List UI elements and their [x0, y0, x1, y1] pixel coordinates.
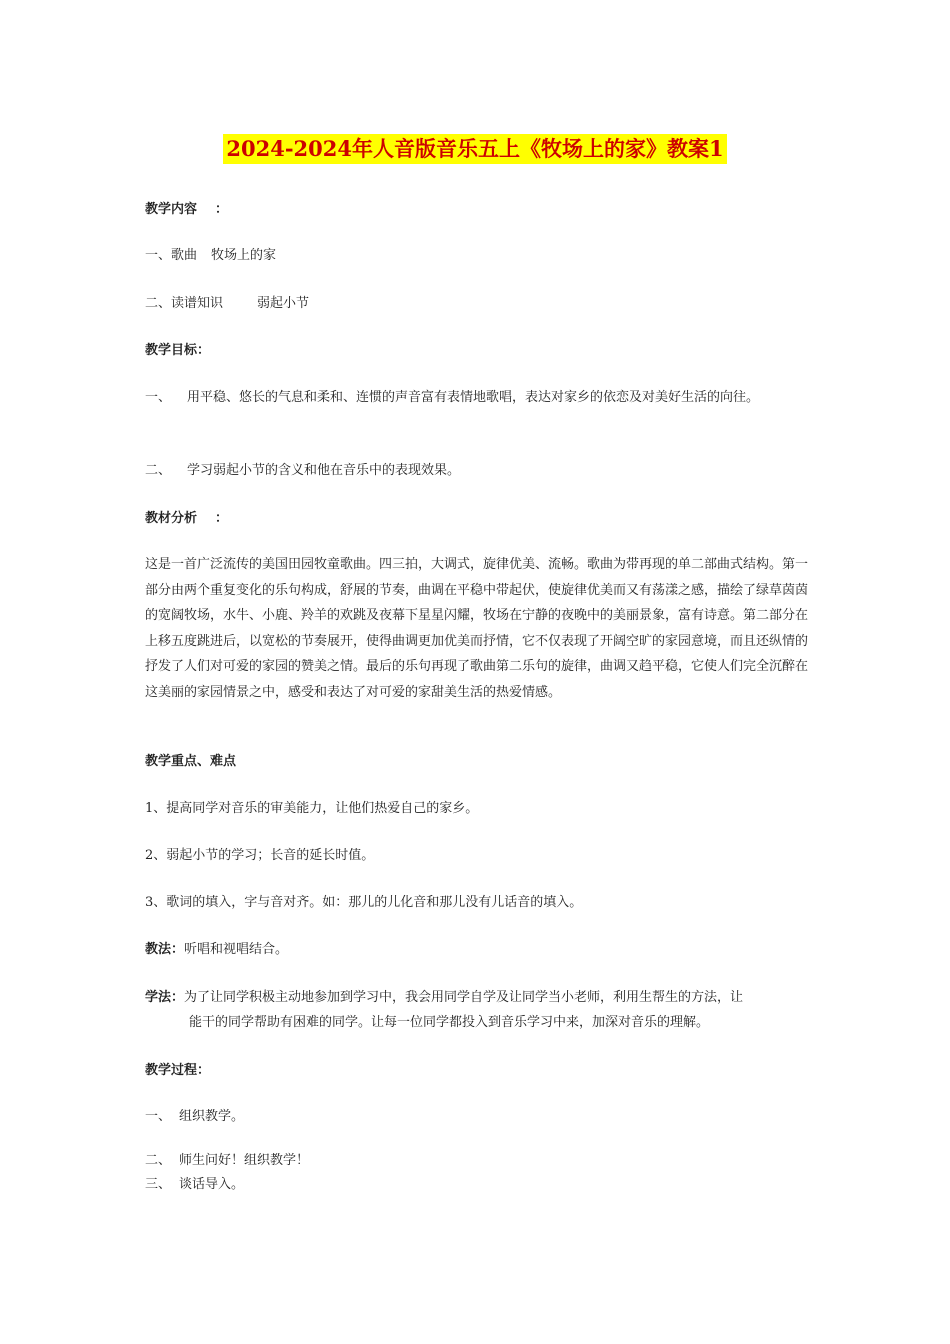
- study-line-1: 为了让同学积极主动地参加到学习中，我会用同学自学及让同学当小老师，利用生帮生的方法，让: [184, 990, 744, 1005]
- item-number: 二、: [145, 463, 172, 478]
- process-item-2: [145, 1151, 309, 1171]
- heading-colon: ：: [215, 511, 229, 526]
- teaching-method: [145, 940, 288, 960]
- section-heading-analysis: [145, 509, 228, 529]
- study-label: 学法：: [145, 990, 185, 1005]
- title-wrapper: [0, 134, 950, 164]
- section-heading-process: 教学过程：: [145, 1063, 211, 1078]
- document-title: 2024-2024年人音版音乐五上《牧场上的家》教案1: [223, 134, 726, 164]
- item-text: 师生问好！组织教学！: [179, 1153, 310, 1168]
- keypoint-item-1: 1、提高同学对音乐的审美能力，让他们热爱自己的家乡。: [145, 801, 479, 816]
- section-heading-goals: 教学目标：: [145, 343, 211, 358]
- process-item-1: [145, 1107, 244, 1127]
- item-number: 一、: [145, 390, 172, 405]
- keypoint-item-3: 3、歌词的填入，字与音对齐。如：那儿的儿化音和那儿没有儿话音的填入。: [145, 895, 583, 910]
- item-number: 二、读谱知识: [145, 296, 224, 311]
- goal-item-1: [145, 388, 759, 408]
- heading-text: 教学内容: [145, 202, 198, 217]
- item-number: 三、: [145, 1177, 172, 1192]
- heading-colon: ：: [215, 202, 229, 217]
- item-text: 用平稳、悠长的气息和柔和、连惯的声音富有表情地歌唱，表达对家乡的依恋及对美好生活的向往。: [187, 390, 760, 405]
- content-item-1: [145, 246, 276, 266]
- keypoint-item-2: 2、弱起小节的学习；长音的延长时值。: [145, 848, 375, 863]
- study-line-2: 能干的同学帮助有困难的同学。让每一位同学都投入到音乐学习中来，加深对音乐的理解。: [189, 1015, 710, 1030]
- study-method: [145, 985, 810, 1035]
- section-heading-keypoints: 教学重点、难点: [145, 754, 237, 769]
- goal-item-2: [145, 461, 460, 481]
- item-text: 组织教学。: [179, 1109, 245, 1124]
- method-label: 教法：: [145, 942, 185, 957]
- section-heading-content: [145, 200, 228, 220]
- item-text: 谈话导入。: [179, 1177, 245, 1192]
- item-text: 弱起小节: [257, 296, 310, 311]
- heading-text: 教材分析: [145, 511, 198, 526]
- method-text: 听唱和视唱结合。: [184, 942, 289, 957]
- item-text: 学习弱起小节的含义和他在音乐中的表现效果。: [187, 463, 461, 478]
- analysis-paragraph: 这是一首广泛流传的美国田园牧童歌曲。四三拍，大调式，旋律优美、流畅。歌曲为带再现的单二部曲式结构。第一部分由两个重复变化的乐句构成，舒展的节奏，曲调在平稳中带起伏，使旋律优美而又有荡漾之感，描绘了绿草茵茵的宽阔牧场，水牛、小鹿、羚羊的欢跳及夜幕下星星闪耀，牧场在宁静的夜晚中的美丽景象，富有诗意。第二部分在上移五度跳进后，以宽松的节奏展开，使得曲调更加优美而抒情，它不仅表现了开阔空旷的家园意境，而且还纵情的抒发了人们对可爱的家园的赞美之情。最后的乐句再现了歌曲第二乐句的旋律，曲调又趋平稳，它使人们完全沉醉在这美丽的家园情景之中，感受和表达了对可爱的家甜美生活的热爱情感。: [145, 557, 809, 700]
- process-item-3: [145, 1175, 244, 1195]
- content-item-2: [145, 294, 309, 314]
- item-text: 牧场上的家: [211, 248, 277, 263]
- item-number: 一、歌曲: [145, 248, 198, 263]
- item-number: 一、: [145, 1109, 172, 1124]
- item-number: 二、: [145, 1153, 172, 1168]
